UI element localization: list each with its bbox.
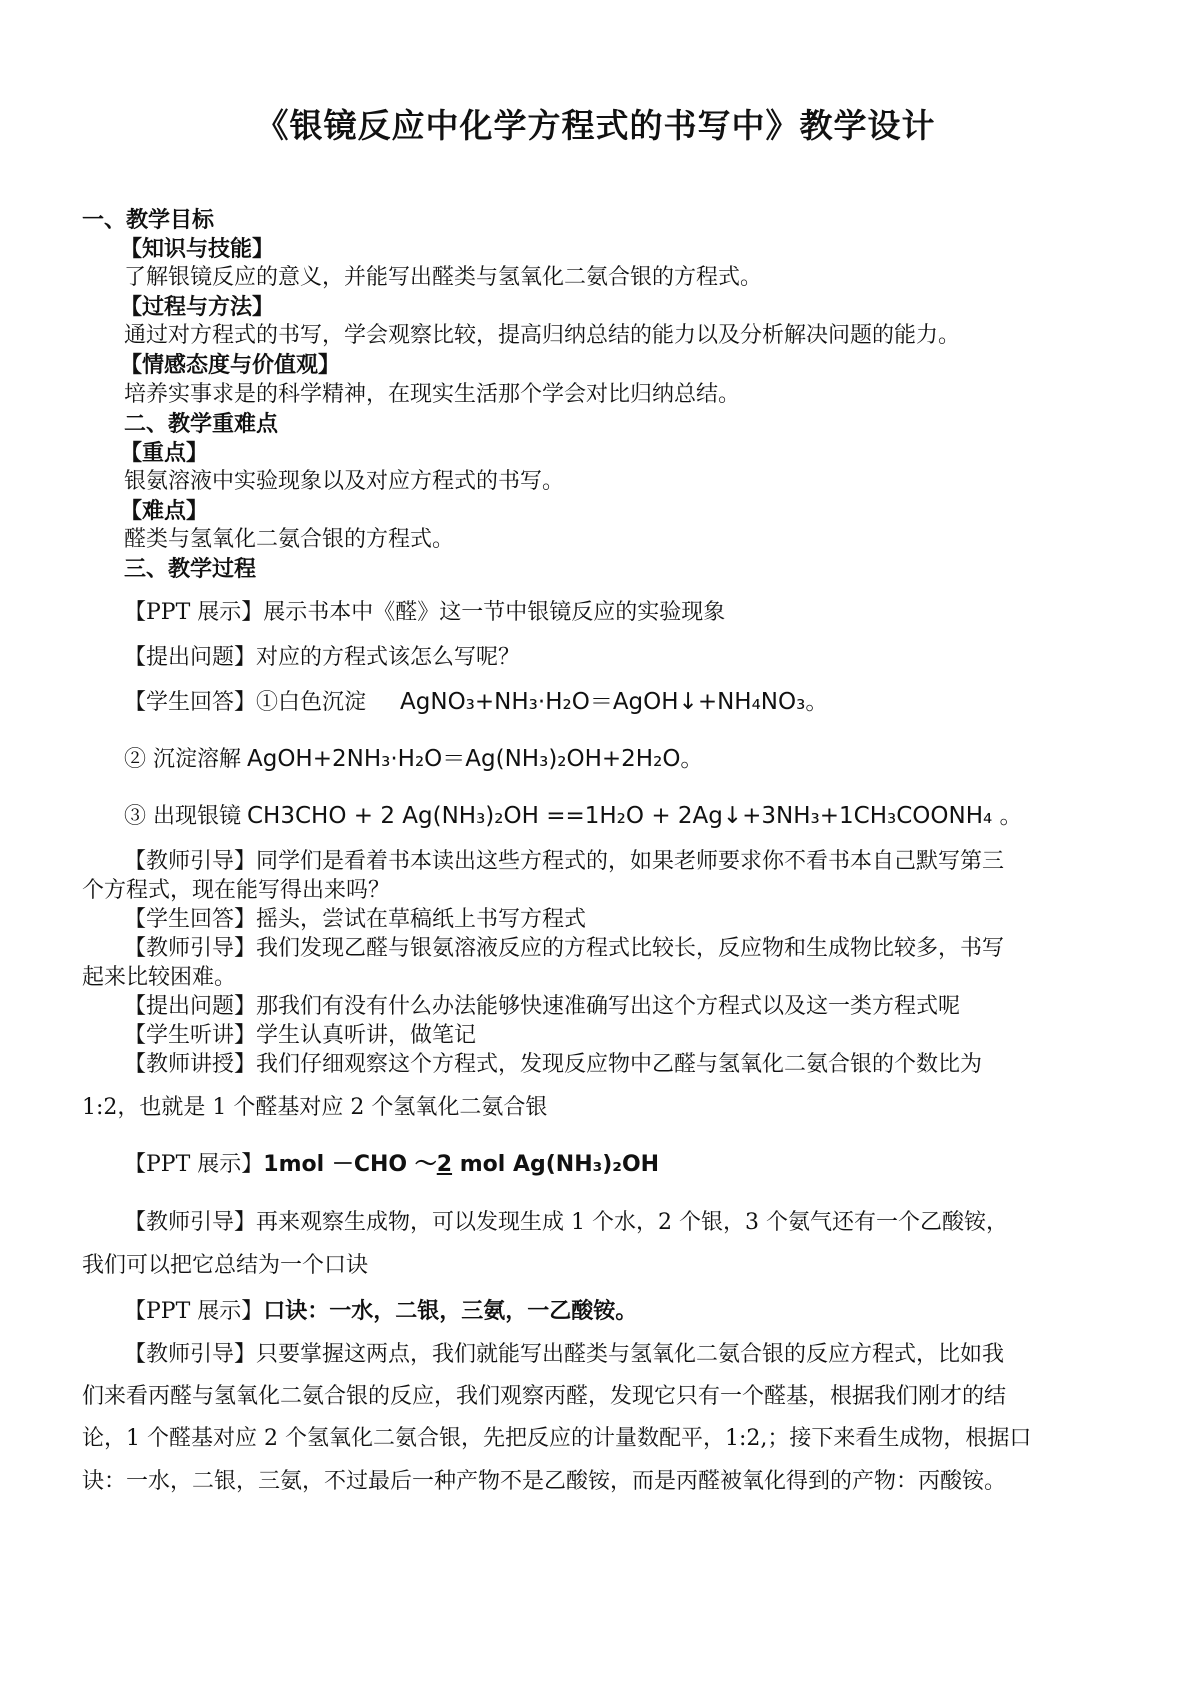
step-2-text: ② 沉淀溶解	[124, 747, 241, 772]
mnemonic-text: 口诀：一水，二银，三氨，一乙酸铵。	[263, 1298, 638, 1324]
key-points-heading: 二、教学重难点	[124, 411, 279, 437]
knowledge-text: 了解银镜反应的意义，并能写出醛类与氢氧化二氨合银的方程式。	[124, 265, 763, 290]
teacher-guide-text: 只要掌握这两点，我们就能写出醛类与氢氧化二氨合银的反应方程式，比如我	[256, 1342, 1005, 1367]
teacher-lecture-line-1	[124, 1050, 982, 1080]
student-listen	[124, 1021, 476, 1051]
question-1	[124, 643, 520, 673]
ppt-tag: 【PPT 展示】	[124, 600, 264, 625]
emotion-heading: 【情感态度与价值观】	[120, 352, 341, 378]
teacher-guide-3-line-2: 我们可以把它总结为一个口诀	[82, 1253, 369, 1278]
answer-tag: 【学生回答】	[124, 690, 257, 715]
listen-tag: 【学生听讲】	[124, 1023, 257, 1048]
step-2	[124, 744, 703, 775]
key-point-text: 银氨溶液中实验现象以及对应方程式的书写。	[124, 469, 565, 494]
mole-ratio-part-2: mol Ag(NH₃)₂OH	[452, 1152, 660, 1177]
step-3-text: ③ 出现银镜	[124, 804, 241, 829]
process-heading: 三、教学过程	[124, 556, 257, 582]
mole-ratio-underlined: 2	[436, 1152, 453, 1177]
key-point-heading: 【重点】	[120, 440, 209, 466]
question-text: 对应的方程式该怎么写呢？	[256, 645, 521, 670]
teacher-guide-text: 再来观察生成物，可以发现生成 1 个水，2 个银，3 个氨气还有一个乙酸铵，	[256, 1210, 1008, 1235]
teacher-guide-3-line-1	[124, 1208, 1008, 1238]
lecture-tag: 【教师讲授】	[124, 1052, 257, 1077]
answer-text: ①白色沉淀	[256, 690, 367, 715]
ppt-text: 展示书本中《醛》这一节中银镜反应的实验现象	[263, 600, 726, 625]
teacher-lecture-line-2: 1:2，也就是 1 个醛基对应 2 个氢氧化二氨合银	[82, 1095, 548, 1120]
teacher-guide-tag: 【教师引导】	[124, 936, 257, 961]
teacher-guide-text: 同学们是看着书本读出这些方程式的，如果老师要求你不看书本自己默写第三	[256, 849, 1005, 874]
teacher-guide-4-line-3: 论，1 个醛基对应 2 个氢氧化二氨合银，先把反应的计量数配平，1:2,；接下来看生成物，根据口	[82, 1426, 1032, 1451]
question-2	[124, 992, 960, 1022]
equation-2: AgOH+2NH₃·H₂O＝Ag(NH₃)₂OH+2H₂O。	[247, 746, 704, 772]
teacher-guide-tag: 【教师引导】	[124, 1342, 257, 1367]
teacher-guide-1-line-2: 个方程式，现在能写得出来吗？	[82, 878, 391, 903]
teacher-guide-2-line-1	[124, 934, 1004, 964]
teacher-guide-4-line-1	[124, 1340, 1004, 1370]
student-answer-1	[124, 687, 828, 718]
teacher-guide-1-line-1	[124, 847, 1004, 877]
question-tag: 【提出问题】	[124, 645, 257, 670]
equation-3: CH3CHO + 2 Ag(NH₃)₂OH ==1H₂O + 2Ag↓+3NH₃+1CH₃COONH₄ 。	[247, 803, 1023, 829]
objectives-heading: 一、教学目标	[82, 207, 215, 233]
equation-1: AgNO₃+NH₃·H₂O＝AgOH↓+NH₄NO₃。	[400, 689, 829, 715]
ppt-show-2	[124, 1150, 659, 1180]
knowledge-heading: 【知识与技能】	[120, 236, 275, 262]
step-3	[124, 801, 1023, 832]
mole-ratio-part-1: 1mol －CHO ～	[263, 1152, 437, 1177]
difficult-point-text: 醛类与氢氧化二氨合银的方程式。	[124, 527, 455, 552]
answer-tag: 【学生回答】	[124, 907, 257, 932]
ppt-show-1	[124, 598, 725, 628]
listen-text: 学生认真听讲，做笔记	[256, 1023, 477, 1048]
teacher-guide-2-line-2: 起来比较困难。	[82, 965, 237, 990]
lecture-text: 我们仔细观察这个方程式，发现反应物中乙醛与氢氧化二氨合银的个数比为	[256, 1052, 983, 1077]
ppt-tag: 【PPT 展示】	[124, 1299, 264, 1324]
question-text: 那我们有没有什么办法能够快速准确写出这个方程式以及这一类方程式呢	[256, 994, 961, 1019]
teacher-guide-text: 我们发现乙醛与银氨溶液反应的方程式比较长，反应物和生成物比较多，书写	[256, 936, 1005, 961]
process-method-heading: 【过程与方法】	[120, 294, 275, 320]
process-method-text: 通过对方程式的书写，学会观察比较，提高归纳总结的能力以及分析解决问题的能力。	[124, 323, 961, 348]
answer-text: 摇头，尝试在草稿纸上书写方程式	[256, 907, 587, 932]
document-title: 《银镜反应中化学方程式的书写中》教学设计	[255, 106, 936, 145]
teacher-guide-4-line-4: 诀：一水，二银，三氨，不过最后一种产物不是乙酸铵，而是丙醛被氧化得到的产物：丙酸铵。	[82, 1469, 1007, 1494]
teacher-guide-4-line-2: 们来看丙醛与氢氧化二氨合银的反应，我们观察丙醛，发现它只有一个醛基，根据我们刚才的结	[82, 1384, 1007, 1409]
teacher-guide-tag: 【教师引导】	[124, 1210, 257, 1235]
ppt-tag: 【PPT 展示】	[124, 1152, 264, 1177]
emotion-text: 培养实事求是的科学精神，在现实生活那个学会对比归纳总结。	[124, 382, 741, 407]
difficult-point-heading: 【难点】	[120, 498, 209, 524]
teacher-guide-tag: 【教师引导】	[124, 849, 257, 874]
question-tag: 【提出问题】	[124, 994, 257, 1019]
student-answer-2	[124, 905, 586, 935]
ppt-show-3	[124, 1296, 637, 1327]
